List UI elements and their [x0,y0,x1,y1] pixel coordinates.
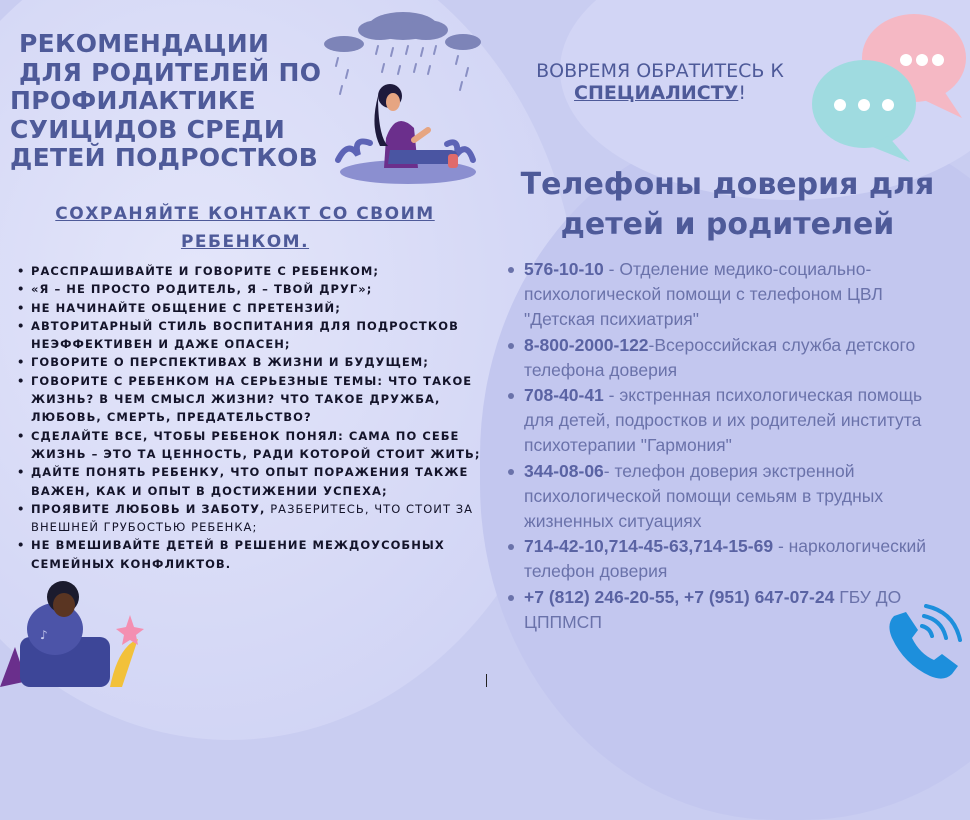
phone-item [503,257,953,333]
phone-description: - наркологический телефон доверия [524,536,927,582]
tip-rest: РАЗБЕРИТЕСЬ, ЧТО СТОИТ ЗА ВНЕШНЕЙ ГРУБОСТЬЮ РЕБЕНКА; [31,501,474,535]
list-item: • РАССПРАШИВАЙТЕ И ГОВОРИТЕ С РЕБЕНКОМ; [14,262,484,280]
subtitle-line: РЕБЕНКОМ. [180,232,310,252]
phone-list [503,257,953,635]
subtitle-line: СОХРАНЯЙТЕ КОНТАКТ СО СВОИМ [55,204,435,224]
title-line: СУИЦИДОВ СРЕДИ [10,114,286,144]
tip-bold: ПРОЯВИТЕ ЛЮБОВЬ И ЗАБОТУ, [31,501,266,516]
phone-item [503,333,953,383]
heading-line: Телефоны доверия для [520,167,935,202]
phone-number: 708-40-41 [524,385,604,406]
speech-bubbles-icon [812,12,970,162]
call-prefix: ВОВРЕМЯ ОБРАТИТЕСЬ К [536,60,784,82]
page-title [10,30,330,173]
section-subtitle [40,200,450,256]
phone-number: +7 (812) 246-20-55, +7 (951) 647-07-24 [524,586,835,607]
phone-description: ГБУ ДО ЦППМСП [524,586,902,632]
phone-item [503,534,953,584]
list-item: • АВТОРИТАРНЫЙ СТИЛЬ ВОСПИТАНИЯ ДЛЯ ПОДРОСТКОВ НЕЭФФЕКТИВЕН И ДАЖЕ ОПАСЕН; [14,317,484,354]
phone-description: - Отделение медико-социально-психологической помощи с телефоном ЦВЛ "Детская психиатрия" [524,259,883,330]
phone-description: - телефон доверия экстренной психологической помощи семьям в трудных жизненных ситуациях [524,460,884,532]
title-line: ДЛЯ РОДИТЕЛЕЙ ПО [19,57,322,87]
heading-line: детей и родителей [560,207,895,242]
list-item: • НЕ НАЧИНАЙТЕ ОБЩЕНИЕ С ПРЕТЕНЗИЙ; [14,299,484,317]
phone-ringing-icon [884,604,964,680]
phones-heading [500,165,955,245]
list-item: • НЕ ВМЕШИВАЙТЕ ДЕТЕЙ В РЕШЕНИЕ МЕЖДОУСОБНЫХ СЕМЕЙНЫХ КОНФЛИКТОВ. [14,536,484,573]
divider [486,674,487,687]
phone-item [503,459,953,535]
specialist-word: СПЕЦИАЛИСТУ [574,82,739,104]
phone-description: - экстренная психологическая помощь для детей, подростков и их родителей института психотерапии "Гармония" [524,385,923,456]
phone-number: 714-42-10,714-45-63,714-15-69 [524,536,774,557]
phone-item [503,383,953,459]
sitting-boy-illustration [0,577,145,687]
phone-number: 344-08-06 [524,460,604,481]
call-suffix: ! [738,82,746,104]
title-line: РЕКОМЕНДАЦИИ [19,29,270,58]
list-item: • ГОВОРИТЕ С РЕБЕНКОМ НА СЕРЬЕЗНЫЕ ТЕМЫ: ЧТО ТАКОЕ ЖИЗНЬ? В ЧЕМ СМЫСЛ ЖИЗНИ? ЧТО ТАКОЕ ДРУЖБА, ЛЮБОВЬ, СМЕРТЬ, ПРЕДАТЕЛЬСТВО? [14,372,484,427]
list-item: • ДАЙТЕ ПОНЯТЬ РЕБЕНКУ, ЧТО ОПЫТ ПОРАЖЕНИЯ ТАКЖЕ ВАЖЕН, КАК И ОПЫТ В ДОСТИЖЕНИИ УСПЕХА; [14,463,484,500]
list-item: • СДЕЛАЙТЕ ВСЕ, ЧТОБЫ РЕБЕНОК ПОНЯЛ: САМА ПО СЕБЕ ЖИЗНЬ – ЭТО ТА ЦЕННОСТЬ, РАДИ КОТОРОЙ СТОИТ ЖИТЬ; [14,427,484,464]
list-item: • ГОВОРИТЕ О ПЕРСПЕКТИВАХ В ЖИЗНИ И БУДУЩЕМ; [14,353,484,371]
title-line: ПРОФИЛАКТИКЕ [10,86,256,115]
list-item: • «Я – НЕ ПРОСТО РОДИТЕЛЬ, Я – ТВОЙ ДРУГ»; [14,280,484,298]
phone-number: 576-10-10 [524,259,604,279]
phone-description: -Всероссийская служба детского телефона доверия [524,334,916,380]
sitting-girl-illustration [328,80,488,190]
call-specialist-text [475,60,845,104]
svg-text:♪: ♪ [40,628,48,642]
tips-list [14,262,484,573]
list-item [14,500,484,537]
phone-number: 8-800-2000-122 [524,334,649,355]
title-line: ДЕТЕЙ ПОДРОСТКОВ [10,143,319,172]
